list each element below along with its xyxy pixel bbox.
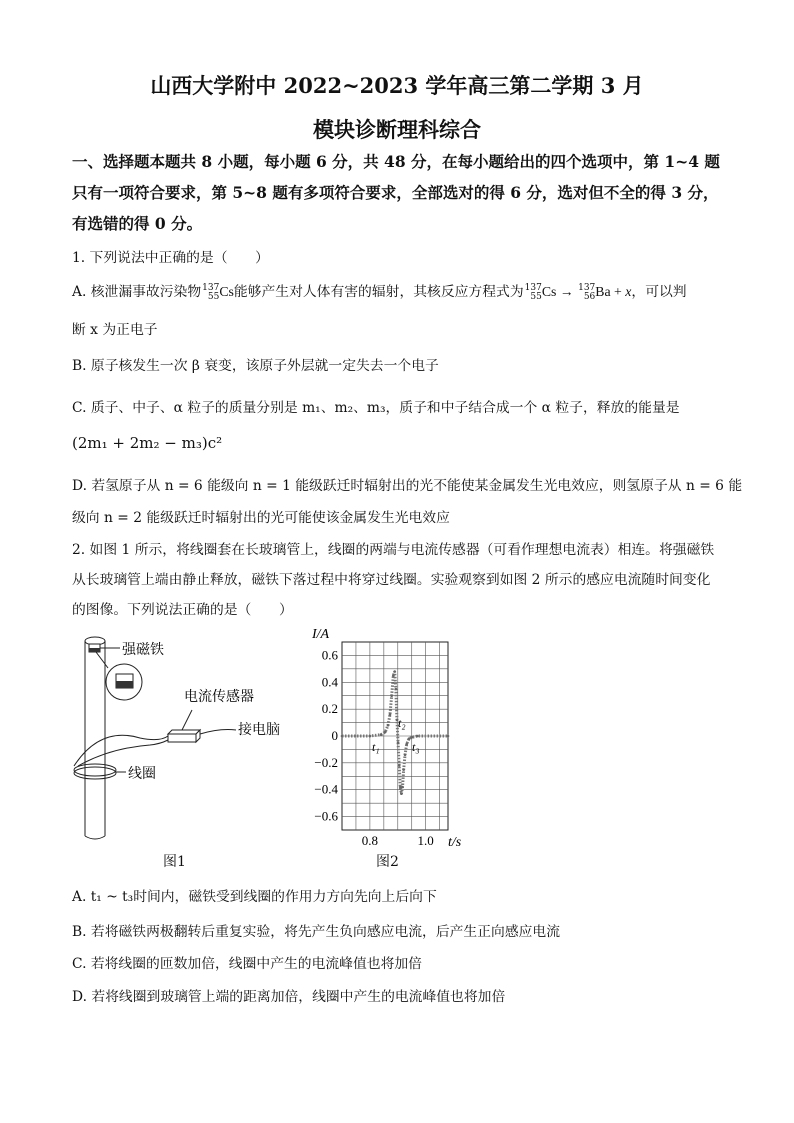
q2-option-c[interactable]: C. 若将线圈的匝数加倍，线圈中产生的电流峰值也将加倍 (72, 956, 422, 972)
q2-option-b[interactable]: B. 若将磁铁两极翻转后重复实验，将先产生负向感应电流，后产生正向感应电流 (72, 924, 561, 940)
figure-2-caption: 图2 (376, 854, 399, 870)
data-point (392, 674, 395, 677)
data-point (408, 737, 411, 740)
y-axis-label: I/A (312, 627, 330, 642)
data-point (399, 786, 402, 789)
y-tick-label: 0.4 (321, 674, 338, 690)
data-point (416, 735, 419, 738)
y-tick-label: 0 (331, 728, 338, 743)
isotope-cs-numbers: 137 55 (202, 282, 220, 302)
data-point (393, 670, 396, 673)
q1-option-a[interactable]: A. 核泄漏事故污染物 137 55 Cs能够产生对人体有害的辐射，其核反应方程式为 137 55 Cs → 137 56 Ba + x，可以判 (72, 282, 687, 302)
q2-stem-3: 的图像。下列说法正确的是（ ） (72, 602, 293, 618)
figure-2-chart (300, 618, 480, 848)
computer-label: 接电脑 (238, 722, 280, 738)
q2-option-a[interactable]: A. t₁ ~ t₃时间内，磁铁受到线圈的作用力方向先向上后向下 (72, 889, 437, 905)
annotation-t3: t₃ (412, 740, 420, 754)
sensor-label: 电流传感器 (184, 689, 254, 705)
q1-a-prefix: A. 核泄漏事故污染物 (72, 284, 202, 300)
q1-a-mid: 能够产生对人体有害的辐射，其核反应方程式为 (233, 284, 524, 300)
y-tick-label: 0.2 (321, 701, 338, 717)
q2-option-d[interactable]: D. 若将线圈到玻璃管上端的距离加倍，线圈中产生的电流峰值也将加倍 (72, 989, 506, 1005)
data-point (341, 735, 344, 738)
x-tick-label: 1.0 (417, 833, 434, 848)
page-title: 山西大学附中 2022~2023 学年高三第二学期 3 月 (150, 73, 644, 98)
annotation-t2: t₂ (398, 716, 406, 730)
y-tick-label: 0.6 (321, 647, 338, 663)
coil (74, 764, 116, 776)
x-symbol: x (625, 284, 632, 299)
y-tick-label: −0.6 (314, 808, 338, 824)
arrow-icon: → (556, 284, 578, 299)
q2-stem-1: 2. 如图 1 所示，将线圈套在长玻璃管上，线圈的两端与电流传感器（可看作理想电流表）相连。将强磁铁 (72, 542, 715, 558)
annotation-t1: t₁ (372, 740, 380, 754)
data-point (405, 743, 408, 746)
data-point (401, 786, 404, 789)
isotope-ba-numbers: 137 56 (578, 282, 596, 302)
q1-stem: 1. 下列说法中正确的是（ ） (72, 250, 269, 266)
data-point (390, 694, 393, 697)
q1-option-d-cont: 级向 n = 2 能级跃迁时辐射出的光可能使该金属发生光电效应 (72, 510, 450, 526)
data-point (369, 735, 372, 738)
sensor-box (168, 730, 200, 734)
q1-option-b[interactable]: B. 原子核发生一次 β 衰变，该原子外层就一定失去一个电子 (72, 358, 439, 374)
data-point (402, 768, 405, 771)
tube-bottom (85, 836, 105, 839)
ba-symbol: Ba (595, 284, 611, 299)
data-point (387, 724, 390, 727)
isotope-cs2-numbers: 137 55 (524, 282, 542, 302)
x-axis-label: t/s (448, 835, 462, 848)
cs-symbol-2: Cs (541, 284, 557, 299)
q1-option-c[interactable]: C. 质子、中子、α 粒子的质量分别是 m₁、m₂、m₃，质子和中子结合成一个 α 粒子，释放的能量是 (72, 400, 680, 416)
q1-a-post: ，可以判 (631, 284, 687, 300)
data-point (447, 735, 450, 738)
data-point (389, 713, 392, 716)
page-subtitle: 模块诊断理科综合 (313, 117, 481, 142)
q1-option-d[interactable]: D. 若氢原子从 n = 6 能级向 n = 1 能级跃迁时辐射出的光不能使某金属发生光电效应，则氢原子从 n = 6 能 (72, 478, 743, 494)
y-tick-label: −0.4 (314, 781, 338, 797)
cs-symbol: Cs (219, 284, 234, 299)
data-point (398, 764, 401, 767)
q2-stem-2: 从长玻璃管上端由静止释放，磁铁下落过程中将穿过线圈。实验观察到如图 2 所示的感应电流随时间变化 (72, 572, 711, 588)
figure-1-apparatus (60, 630, 290, 855)
data-point (380, 733, 383, 736)
y-tick-label: −0.2 (314, 754, 338, 770)
data-point (395, 688, 398, 691)
data-point (397, 741, 400, 744)
x-tick-label: 0.8 (361, 833, 379, 848)
q1-option-c-formula: (2m₁ + 2m₂ − m₃)c² (72, 434, 223, 452)
coil-label: 线圈 (128, 766, 156, 782)
data-point (400, 792, 403, 795)
wire-1 (74, 735, 168, 766)
section-instructions: 一、选择题本题共 8 小题，每小题 6 分，共 48 分，在每小题给出的四个选项中，第 1~4 题只有一项符合要求，第 5~8 题有多项符合要求，全部选对的得 6 分，选对但不全的得 3 分，有选错的得 0 分。 (72, 152, 720, 233)
data-point (404, 754, 407, 757)
figure-1-caption: 图1 (163, 854, 186, 870)
data-point (410, 736, 413, 739)
magnet-label: 强磁铁 (122, 642, 164, 658)
data-point (384, 731, 387, 734)
q1-option-a-cont: 断 x 为正电子 (72, 322, 158, 338)
wire-2 (78, 740, 168, 766)
